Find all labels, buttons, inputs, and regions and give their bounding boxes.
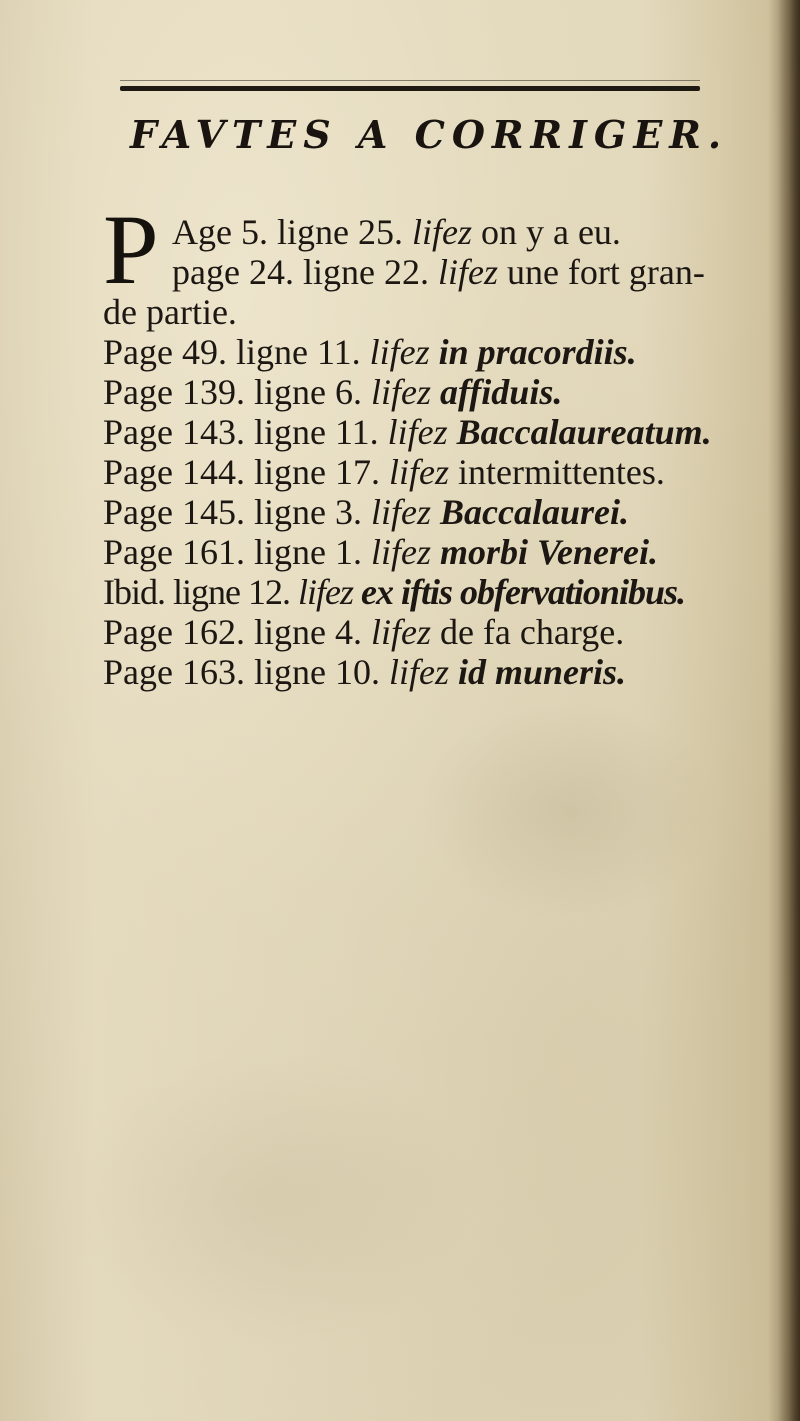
lisez-word: lifez (370, 492, 431, 532)
lisez-word: lifez (369, 332, 430, 372)
lisez-word: lifez (388, 452, 449, 492)
erratum-correction: Baccalaurei. (439, 492, 629, 532)
erratum-reference: Page 161. ligne 1. (103, 532, 362, 572)
erratum-entry (103, 372, 562, 412)
erratum-line-2 (172, 252, 705, 292)
erratum-reference: Page 162. ligne 4. (103, 612, 362, 652)
erratum-correction: de fa charge. (439, 612, 625, 652)
erratum-reference: Ibid. ligne 12. (103, 572, 290, 612)
erratum-entry (103, 652, 626, 692)
erratum-reference: Page 145. ligne 3. (103, 492, 362, 532)
erratum-correction: intermittentes. (457, 452, 665, 492)
erratum-entry (103, 572, 685, 612)
erratum-entry (103, 412, 712, 452)
header-rule-fine (120, 80, 700, 81)
erratum-correction: on y a eu. (480, 212, 621, 252)
lisez-word: lifez (387, 412, 448, 452)
erratum-reference: Age 5. ligne 25. (172, 212, 403, 252)
erratum-line-1 (172, 212, 621, 252)
header-rule (120, 86, 700, 91)
erratum-correction: ex iftis obfervationibus. (360, 572, 685, 612)
erratum-reference: Page 163. ligne 10. (103, 652, 380, 692)
drop-cap: P (103, 194, 159, 305)
erratum-continuation: de partie. (103, 292, 237, 332)
erratum-correction: morbi Venerei. (439, 532, 658, 572)
lisez-word: lifez (370, 532, 431, 572)
erratum-correction: une fort gran- (506, 252, 705, 292)
erratum-reference: Page 144. ligne 17. (103, 452, 380, 492)
erratum-entry (103, 612, 624, 652)
lisez-word: lifez (411, 212, 472, 252)
erratum-correction: affiduis. (439, 372, 563, 412)
erratum-entry (103, 532, 658, 572)
erratum-line-3 (103, 292, 237, 332)
erratum-reference: Page 49. ligne 11. (103, 332, 361, 372)
page-edge-shadow (778, 0, 800, 1421)
erratum-correction: id muneris. (457, 652, 627, 692)
erratum-reference: Page 139. ligne 6. (103, 372, 362, 412)
erratum-entry (103, 492, 629, 532)
erratum-reference: page 24. ligne 22. (172, 252, 429, 292)
lisez-word: lifez (388, 652, 449, 692)
erratum-entry (103, 332, 637, 372)
erratum-correction: in pracordiis. (438, 332, 637, 372)
lisez-word: lifez (370, 372, 431, 412)
erratum-entry (103, 452, 665, 492)
lisez-word: lifez (437, 252, 498, 292)
page-title: FAVTES A CORRIGER. (130, 112, 729, 157)
erratum-reference: Page 143. ligne 11. (103, 412, 379, 452)
lisez-word: lifez (297, 572, 353, 612)
paper-stain (420, 700, 720, 920)
erratum-correction: Baccalaureatum. (456, 412, 712, 452)
lisez-word: lifez (370, 612, 431, 652)
paper-stain (60, 1050, 480, 1350)
